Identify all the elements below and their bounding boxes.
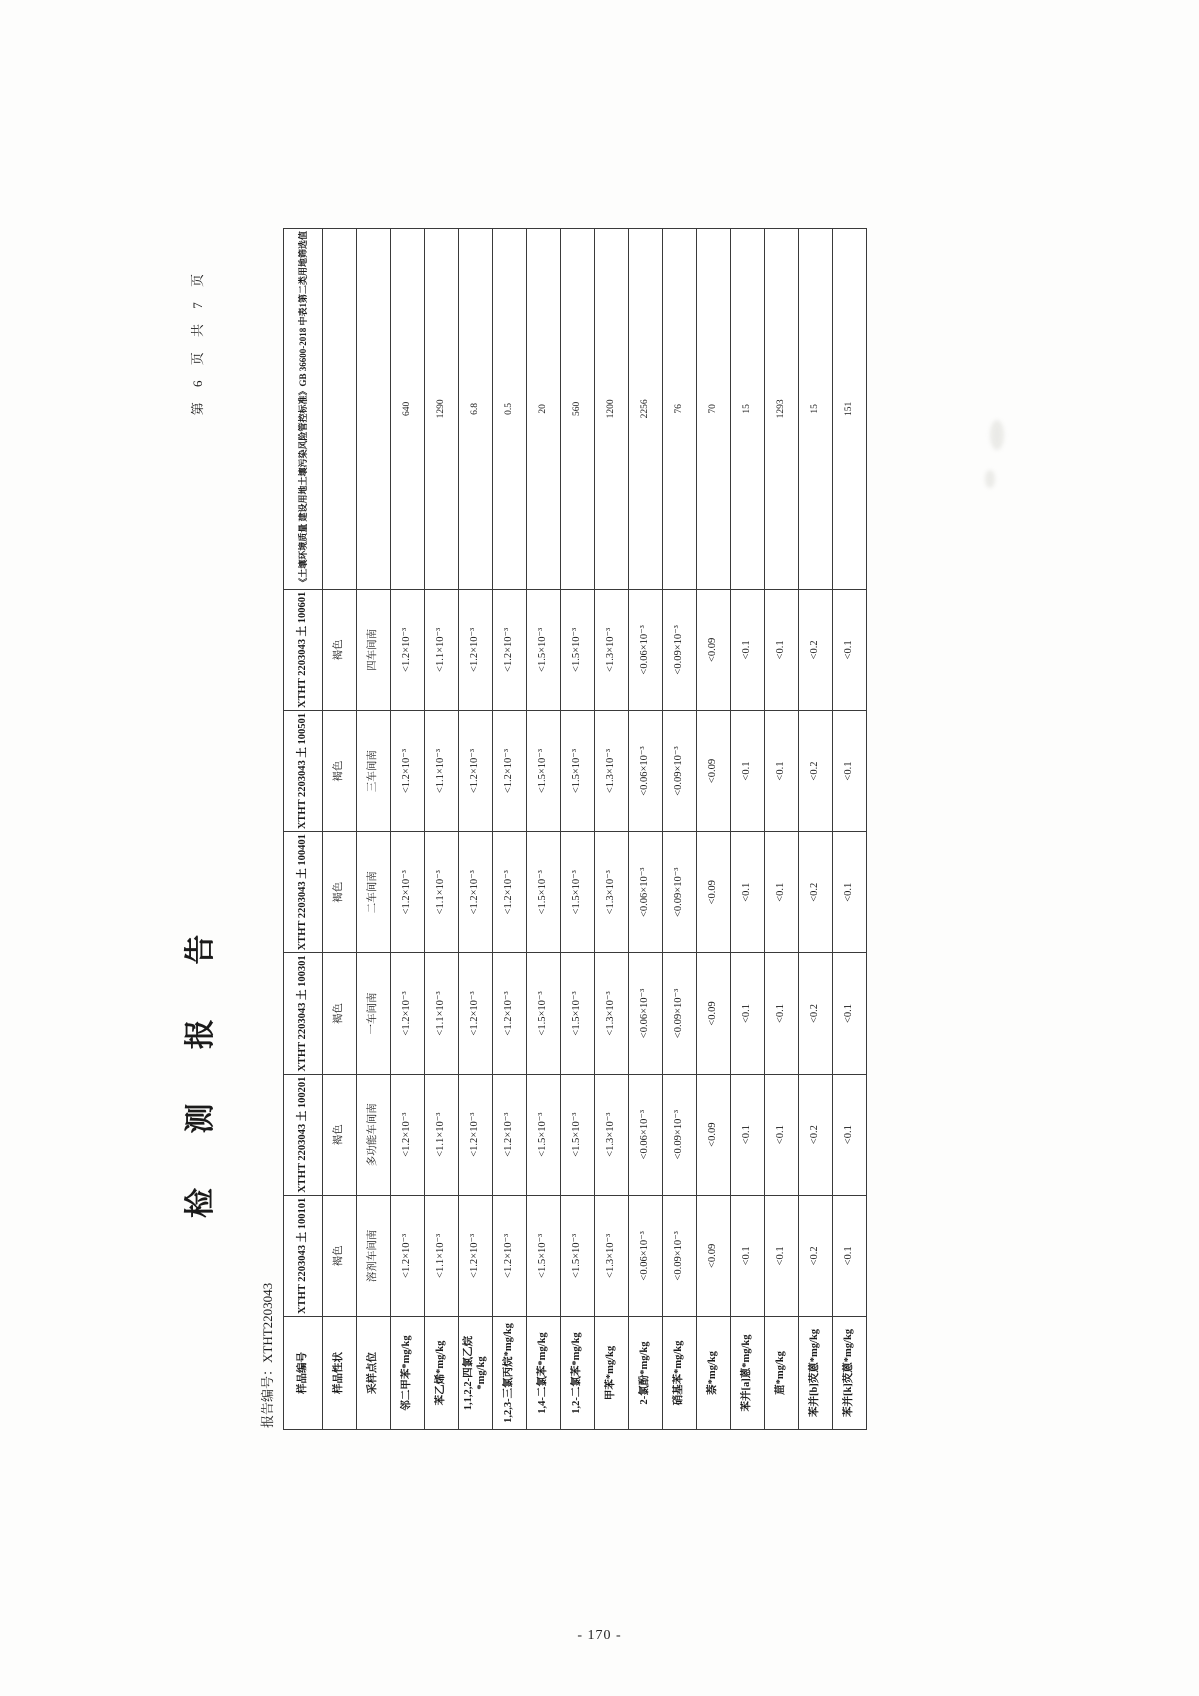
table-cell: 褐色 — [322, 710, 356, 831]
table-column-header: XTHT 2203043 土 100201 — [283, 1074, 322, 1195]
row-label: 苯并[k]荧蒽*mg/kg — [832, 1316, 866, 1429]
table-cell: <1.2×10⁻³ — [390, 953, 424, 1074]
results-table — [283, 228, 867, 1430]
table-cell: <1.5×10⁻³ — [526, 1074, 560, 1195]
table-cell: <0.09 — [696, 832, 730, 953]
table-cell: <0.06×10⁻³ — [628, 1074, 662, 1195]
table-cell: <1.3×10⁻³ — [594, 710, 628, 831]
table-body — [322, 229, 866, 1430]
table-cell: <1.2×10⁻³ — [492, 1074, 526, 1195]
table-cell: <0.1 — [832, 953, 866, 1074]
row-label: 1,2,3-三氯丙烷*mg/kg — [492, 1316, 526, 1429]
table-cell: <0.09×10⁻³ — [662, 953, 696, 1074]
table-cell: <1.1×10⁻³ — [424, 1195, 458, 1316]
table-cell: <1.5×10⁻³ — [526, 953, 560, 1074]
table-row — [322, 229, 356, 1430]
table-cell: <0.09×10⁻³ — [662, 1195, 696, 1316]
table-cell: 一车间南 — [356, 953, 390, 1074]
table-row — [492, 229, 526, 1430]
table-cell-limit: 2256 — [628, 229, 662, 590]
row-label: 1,4-二氯苯*mg/kg — [526, 1316, 560, 1429]
table-cell: <0.1 — [832, 1074, 866, 1195]
table-cell: <0.2 — [798, 589, 832, 710]
table-cell-limit: 1293 — [764, 229, 798, 590]
table-cell-limit — [356, 229, 390, 590]
table-cell-limit: 15 — [798, 229, 832, 590]
row-label: 苯乙烯*mg/kg — [424, 1316, 458, 1429]
table-cell: <0.06×10⁻³ — [628, 589, 662, 710]
table-cell: <1.1×10⁻³ — [424, 832, 458, 953]
table-cell: <0.1 — [764, 1074, 798, 1195]
table-cell: <0.1 — [764, 953, 798, 1074]
table-cell: <0.1 — [764, 589, 798, 710]
table-cell: 褐色 — [322, 953, 356, 1074]
table-cell: <0.1 — [730, 1074, 764, 1195]
table-cell: <0.1 — [764, 710, 798, 831]
row-label: 样品性状 — [322, 1316, 356, 1429]
table-column-header: XTHT 2203043 土 100501 — [283, 710, 322, 831]
table-cell: <1.2×10⁻³ — [458, 589, 492, 710]
table-cell: 四车间南 — [356, 589, 390, 710]
table-column-header: XTHT 2203043 土 100301 — [283, 953, 322, 1074]
table-cell: <0.1 — [764, 1195, 798, 1316]
table-cell: <1.2×10⁻³ — [458, 1195, 492, 1316]
table-cell: <0.1 — [832, 589, 866, 710]
table-row — [696, 229, 730, 1430]
table-cell: <0.09×10⁻³ — [662, 710, 696, 831]
table-cell: <1.1×10⁻³ — [424, 589, 458, 710]
table-cell: <0.06×10⁻³ — [628, 832, 662, 953]
table-cell: 多功能车间南 — [356, 1074, 390, 1195]
table-cell: <1.2×10⁻³ — [492, 832, 526, 953]
table-cell: <0.1 — [730, 710, 764, 831]
table-row — [662, 229, 696, 1430]
table-cell: <1.5×10⁻³ — [526, 832, 560, 953]
table-cell: <1.2×10⁻³ — [390, 1074, 424, 1195]
table-cell-limit: 151 — [832, 229, 866, 590]
table-cell: <1.5×10⁻³ — [526, 1195, 560, 1316]
table-cell: <0.09 — [696, 710, 730, 831]
row-label: 采样点位 — [356, 1316, 390, 1429]
table-cell: <1.1×10⁻³ — [424, 953, 458, 1074]
table-cell: <1.2×10⁻³ — [458, 710, 492, 831]
table-cell: <1.5×10⁻³ — [526, 710, 560, 831]
table-header-row — [283, 229, 322, 1430]
table-cell: 褐色 — [322, 1195, 356, 1316]
table-cell: <1.5×10⁻³ — [560, 1195, 594, 1316]
table-cell: <1.5×10⁻³ — [560, 710, 594, 831]
row-label: 硝基苯*mg/kg — [662, 1316, 696, 1429]
table-cell: <0.06×10⁻³ — [628, 1195, 662, 1316]
table-cell: 二车间南 — [356, 832, 390, 953]
table-row — [526, 229, 560, 1430]
table-cell-limit: 560 — [560, 229, 594, 590]
footer-page-number: - 170 - — [577, 1628, 622, 1643]
table-cell: 三车间南 — [356, 710, 390, 831]
table-cell: <0.09 — [696, 953, 730, 1074]
column-header-sample-no: 样品编号 — [283, 1316, 322, 1429]
table-cell: <1.5×10⁻³ — [560, 1074, 594, 1195]
table-cell: <0.09 — [696, 589, 730, 710]
table-cell: <0.09×10⁻³ — [662, 1074, 696, 1195]
table-cell: <0.2 — [798, 1195, 832, 1316]
page-indicator: 第 6 页 共 7 页 — [189, 268, 205, 416]
table-column-header-standard-limit: 《土壤环境质量 建设用地土壤污染风险管控标准》GB 36600-2018 中表1第二类用地筛选值 — [283, 229, 322, 590]
row-label: 苯并[a]蒽*mg/kg — [730, 1316, 764, 1429]
table-cell: 褐色 — [322, 1074, 356, 1195]
table-row — [832, 229, 866, 1430]
table-cell: <1.2×10⁻³ — [492, 1195, 526, 1316]
table-cell-limit: 0.5 — [492, 229, 526, 590]
table-cell: <0.1 — [730, 1195, 764, 1316]
table-cell: <0.09 — [696, 1074, 730, 1195]
table-cell: <1.3×10⁻³ — [594, 953, 628, 1074]
row-label: 1,1,2,2-四氯乙烷*mg/kg — [458, 1316, 492, 1429]
table-cell-limit: 1200 — [594, 229, 628, 590]
table-cell-limit: 70 — [696, 229, 730, 590]
table-cell: <0.1 — [832, 832, 866, 953]
table-row — [798, 229, 832, 1430]
table-cell-limit: 76 — [662, 229, 696, 590]
table-row — [628, 229, 662, 1430]
row-label: 邻二甲苯*mg/kg — [390, 1316, 424, 1429]
table-cell: <1.2×10⁻³ — [492, 710, 526, 831]
report-number: 报告编号：XTHT2203043 — [259, 1282, 275, 1428]
table-cell: <0.09×10⁻³ — [662, 832, 696, 953]
table-cell: <0.06×10⁻³ — [628, 710, 662, 831]
page-title: 检 测 报 告 — [182, 912, 218, 1218]
table-cell: <0.06×10⁻³ — [628, 953, 662, 1074]
table-cell: <1.3×10⁻³ — [594, 832, 628, 953]
table-column-header: XTHT 2203043 土 100401 — [283, 832, 322, 953]
table-cell: 溶剂车间南 — [356, 1195, 390, 1316]
row-label: 苯并[b]荧蒽*mg/kg — [798, 1316, 832, 1429]
table-column-header: XTHT 2203043 土 100101 — [283, 1195, 322, 1316]
row-label: 甲苯*mg/kg — [594, 1316, 628, 1429]
table-cell: <1.2×10⁻³ — [390, 589, 424, 710]
table-cell: <1.5×10⁻³ — [560, 953, 594, 1074]
table-cell-limit: 15 — [730, 229, 764, 590]
table-cell-limit: 20 — [526, 229, 560, 590]
table-cell: <0.1 — [832, 710, 866, 831]
table-cell: <0.2 — [798, 710, 832, 831]
table-cell: <0.1 — [764, 832, 798, 953]
table-cell-limit: 1290 — [424, 229, 458, 590]
table-row — [560, 229, 594, 1430]
table-cell-limit — [322, 229, 356, 590]
table-row — [356, 229, 390, 1430]
table-cell: <1.2×10⁻³ — [458, 1074, 492, 1195]
table-cell-limit: 6.8 — [458, 229, 492, 590]
table-cell: <1.3×10⁻³ — [594, 1195, 628, 1316]
table-cell: <1.2×10⁻³ — [390, 1195, 424, 1316]
row-label: 萘*mg/kg — [696, 1316, 730, 1429]
table-cell: <1.2×10⁻³ — [458, 953, 492, 1074]
table-row — [764, 229, 798, 1430]
table-cell: <1.2×10⁻³ — [492, 589, 526, 710]
table-cell: <1.2×10⁻³ — [390, 832, 424, 953]
table-cell-limit: 640 — [390, 229, 424, 590]
table-cell: <0.1 — [730, 953, 764, 1074]
table-cell: <0.2 — [798, 832, 832, 953]
table-cell: <1.1×10⁻³ — [424, 710, 458, 831]
table-cell: <1.5×10⁻³ — [560, 832, 594, 953]
table-cell: 褐色 — [322, 832, 356, 953]
table-row — [424, 229, 458, 1430]
table-cell: <1.2×10⁻³ — [390, 710, 424, 831]
table-cell: <0.2 — [798, 953, 832, 1074]
table-row — [458, 229, 492, 1430]
table-cell: <0.1 — [730, 589, 764, 710]
row-label: 1,2-二氯苯*mg/kg — [560, 1316, 594, 1429]
table-cell: 褐色 — [322, 589, 356, 710]
table-row — [730, 229, 764, 1430]
row-label: 䓛*mg/kg — [764, 1316, 798, 1429]
table-cell: <1.2×10⁻³ — [458, 832, 492, 953]
table-cell: <1.5×10⁻³ — [560, 589, 594, 710]
table-cell: <0.1 — [832, 1195, 866, 1316]
table-row — [594, 229, 628, 1430]
table-cell: <0.1 — [730, 832, 764, 953]
table-cell: <0.09 — [696, 1195, 730, 1316]
table-cell: <0.09×10⁻³ — [662, 589, 696, 710]
table-cell: <0.2 — [798, 1074, 832, 1195]
table-cell: <1.1×10⁻³ — [424, 1074, 458, 1195]
table-cell: <1.3×10⁻³ — [594, 1074, 628, 1195]
row-label: 2-氯酚*mg/kg — [628, 1316, 662, 1429]
table-cell: <1.3×10⁻³ — [594, 589, 628, 710]
rotated-report-body — [165, 228, 1035, 1468]
table-cell: <1.2×10⁻³ — [492, 953, 526, 1074]
table-column-header: XTHT 2203043 土 100601 — [283, 589, 322, 710]
table-row — [390, 229, 424, 1430]
table-cell: <1.5×10⁻³ — [526, 589, 560, 710]
